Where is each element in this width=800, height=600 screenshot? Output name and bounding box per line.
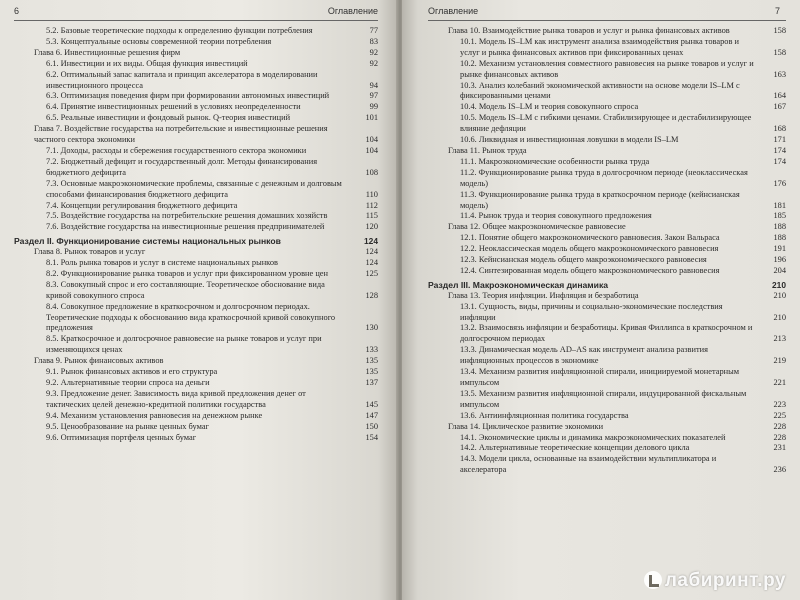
toc-subsection [428, 433, 786, 444]
toc-subsection [14, 211, 378, 222]
toc-entry-page: 99 [369, 102, 378, 112]
toc-subsection [428, 345, 786, 367]
toc-entry-page: 181 [773, 200, 786, 210]
toc-chapter [14, 247, 378, 258]
toc-entry-page: 236 [773, 465, 786, 475]
toc-chapter [428, 222, 786, 233]
toc-subsection [428, 233, 786, 244]
toc-entry-title: 6.1. Инвестиции и их виды. Общая функция инвестиций [46, 58, 248, 68]
toc-entry-page: 133 [365, 345, 378, 355]
toc-entry-page: 94 [369, 80, 378, 90]
toc-entry-title: 9.1. Рынок финансовых активов и его структура [46, 367, 218, 377]
toc-subsection [14, 222, 378, 233]
toc-entry-page: 210 [773, 312, 786, 322]
toc-entry-page: 112 [365, 200, 378, 210]
toc-chapter [428, 146, 786, 157]
toc-subsection [14, 269, 378, 280]
toc-entry-title: Раздел III. Макроэкономическая динамика [428, 279, 609, 290]
toc-entry-title: 14.3. Модели цикла, основанные на взаимодействии мультипликатора и акселератора [460, 454, 717, 475]
toc-entry-title: 10.5. Модель IS–LM с гибкими ценами. Стабилизирующее и дестабилизирующее влияние дефляции [460, 113, 752, 134]
toc-entry-title: Глава 13. Теория инфляции. Инфляция и безработица [448, 290, 639, 300]
toc-entry-title: 7.4. Концепции регулирования бюджетного дефицита [46, 200, 238, 210]
toc-entry-page: 101 [365, 113, 378, 123]
toc-entry-page: 188 [773, 222, 786, 232]
toc-entry-title: 6.4. Принятие инвестиционных решений в условиях неопределенности [46, 102, 301, 112]
toc-section [428, 280, 786, 291]
toc-entry-title: 12.4. Синтезированная модель общего макроэкономического равновесия [460, 265, 720, 275]
toc-subsection [14, 26, 378, 37]
toc-entry-page: 228 [773, 421, 786, 431]
left-page-header: Оглавление [327, 6, 378, 16]
toc-subsection [14, 378, 378, 389]
labirint-logo-icon [644, 571, 662, 589]
toc-entry-page: 115 [365, 211, 378, 221]
toc-subsection [428, 113, 786, 135]
toc-entry-page: 158 [773, 26, 786, 35]
toc-entry-page: 128 [365, 290, 378, 300]
toc-entry-title: Глава 10. Взаимодействие рынка товаров и услуг и рынка финансовых активов [448, 26, 730, 35]
toc-section [14, 236, 378, 247]
toc-entry-page: 225 [773, 410, 786, 420]
toc-subsection [14, 37, 378, 48]
toc-entry-page: 137 [365, 378, 378, 387]
toc-subsection [428, 266, 786, 277]
toc-entry-title: 7.3. Основные макроэкономические проблемы, связанные с денежным и долговым способами финансирования бюджетного дефицита [46, 178, 342, 199]
toc-entry-page: 174 [773, 156, 786, 166]
toc-entry-title: Глава 8. Рынок товаров и услуг [34, 247, 146, 257]
toc-entry-page: 77 [369, 26, 378, 35]
toc-entry-title: 10.6. Ликвидная и инвестиционная ловушки в модели IS–LM [460, 135, 679, 145]
left-toc [14, 26, 378, 443]
toc-entry-title: 14.1. Экономические циклы и динамика макроэкономических показателей [460, 432, 726, 442]
toc-entry-title: 6.2. Оптимальный запас капитала и принцип акселератора в моделировании инвестиционного процесса [46, 69, 318, 90]
toc-subsection [14, 91, 378, 102]
toc-chapter [14, 48, 378, 59]
toc-entry-page: 92 [369, 58, 378, 68]
toc-entry-page: 223 [773, 399, 786, 409]
toc-subsection [428, 411, 786, 422]
toc-subsection [428, 81, 786, 103]
toc-entry-page: 150 [365, 421, 378, 431]
toc-entry-title: 9.5. Ценообразование на рынке ценных бумаг [46, 421, 209, 431]
watermark-text: лабиринт.ру [664, 570, 786, 591]
toc-entry-title: 5.3. Концептуальные основы современной теории потребления [46, 36, 272, 46]
toc-subsection [14, 146, 378, 157]
toc-chapter [428, 422, 786, 433]
toc-entry-page: 125 [365, 268, 378, 278]
toc-entry-title: 10.3. Анализ колебаний экономической активности на основе модели IS–LM с фиксированными ценами [460, 80, 740, 101]
toc-subsection [428, 211, 786, 222]
right-header-rule [428, 20, 786, 21]
toc-subsection [428, 135, 786, 146]
toc-subsection [14, 411, 378, 422]
toc-entry-title: 9.2. Альтернативные теории спроса на деньги [46, 378, 210, 387]
toc-entry-page: 97 [369, 91, 378, 101]
toc-entry-page: 176 [773, 178, 786, 188]
toc-chapter [14, 124, 378, 146]
toc-entry-title: 13.6. Антиинфляционная политика государства [460, 410, 629, 420]
toc-entry-page: 83 [369, 36, 378, 46]
toc-entry-page: 221 [773, 378, 786, 387]
toc-entry-title: 5.2. Базовые теоретические подходы к определению функции потребления [46, 26, 313, 35]
toc-entry-title: 13.1. Сущность, виды, причины и социально-экономические последствия инфляции [460, 301, 723, 322]
toc-entry-title: 8.5. Краткосрочное и долгосрочное равновесие на рынке товаров и услуг при изменяющихся ценах [46, 334, 322, 355]
toc-subsection [14, 102, 378, 113]
toc-entry-title: 9.3. Предложение денег. Зависимость вида кривой предложения денег от тактических целей денежно-кредитной политики государства [46, 388, 306, 409]
toc-subsection [14, 334, 378, 356]
watermark [644, 570, 786, 592]
toc-entry-page: 228 [773, 432, 786, 442]
toc-entry-title: 13.2. Взаимосвязь инфляции и безработицы. Кривая Филлипса в краткосрочном и долгосрочном периодах [460, 323, 753, 344]
toc-subsection [14, 157, 378, 179]
toc-entry-page: 167 [773, 102, 786, 112]
toc-entry-title: Глава 14. Циклическое развитие экономики [448, 421, 604, 431]
toc-entry-title: 14.2. Альтернативные теоретические концепции делового цикла [460, 443, 690, 453]
toc-chapter [428, 26, 786, 37]
toc-entry-title: 6.3. Оптимизация поведения фирм при формировании автономных инвестиций [46, 91, 330, 101]
toc-entry-page: 171 [773, 135, 786, 145]
right-page [402, 0, 800, 600]
toc-entry-page: 130 [365, 323, 378, 333]
toc-entry-title: Глава 7. Воздействие государства на потребительские и инвестиционные решения частного сектора экономики [34, 124, 328, 145]
left-header-rule [14, 20, 378, 21]
toc-subsection [14, 433, 378, 444]
toc-subsection [14, 389, 378, 411]
toc-entry-page: 188 [773, 233, 786, 243]
toc-subsection [428, 157, 786, 168]
toc-subsection [428, 443, 786, 454]
toc-subsection [428, 323, 786, 345]
toc-entry-page: 124 [365, 247, 378, 257]
toc-entry-page: 135 [365, 367, 378, 377]
toc-chapter [14, 356, 378, 367]
toc-entry-page: 210 [773, 290, 786, 300]
toc-subsection [428, 367, 786, 389]
toc-subsection [14, 422, 378, 433]
toc-entry-page: 213 [773, 334, 786, 344]
toc-entry-title: 12.2. Неоклассическая модель общего макроэкономического равновесия [460, 244, 719, 254]
right-page-number: 7 [774, 6, 780, 16]
toc-chapter [428, 291, 786, 302]
toc-subsection [14, 113, 378, 124]
toc-entry-page: 185 [773, 211, 786, 221]
toc-entry-page: 231 [773, 443, 786, 453]
toc-entry-page: 164 [773, 91, 786, 101]
toc-subsection [428, 389, 786, 411]
toc-entry-title: Глава 11. Рынок труда [448, 145, 527, 155]
toc-entry-page: 124 [365, 258, 378, 268]
toc-subsection [14, 280, 378, 302]
toc-entry-title: 13.3. Динамическая модель AD–AS как инструмент анализа развития инфляционных процессов в экономике [460, 345, 708, 366]
toc-entry-page: 196 [773, 255, 786, 265]
toc-entry-title: 7.2. Бюджетный дефицит и государственный долг. Методы финансирования бюджетного дефицита [46, 156, 318, 177]
toc-entry-page: 163 [773, 69, 786, 79]
right-page-header: Оглавление [428, 6, 479, 16]
toc-entry-title: Глава 12. Общее макроэкономическое равновесие [448, 222, 626, 232]
toc-subsection [14, 59, 378, 70]
toc-entry-title: 11.1. Макроэкономические особенности рынка труда [460, 156, 650, 166]
toc-entry-title: 12.3. Кейнсианская модель общего макроэкономического равновесия [460, 255, 707, 265]
toc-subsection [428, 168, 786, 190]
toc-entry-title: 12.1. Понятие общего макроэкономического равновесия. Закон Вальраса [460, 233, 720, 243]
toc-entry-title: Раздел II. Функционирование системы национальных рынков [14, 236, 281, 247]
toc-subsection [14, 258, 378, 269]
toc-entry-page: 147 [365, 410, 378, 420]
toc-entry-title: 9.4. Механизм установления равновесия на денежном рынке [46, 410, 263, 420]
toc-entry-page: 108 [365, 167, 378, 177]
left-page-number: 6 [14, 6, 20, 16]
toc-subsection [14, 179, 378, 201]
toc-entry-title: 10.1. Модель IS–LM как инструмент анализа взаимодействия рынка товаров и услуг и рынка финансовых активов при фиксированных ценах [460, 36, 740, 57]
toc-entry-page: 110 [365, 189, 378, 199]
toc-subsection [14, 302, 378, 335]
toc-entry-page: 204 [773, 265, 786, 275]
toc-subsection [428, 255, 786, 266]
toc-entry-title: 13.5. Механизм развития инфляционной спирали, индуцированной фискальным импульсом [460, 388, 747, 409]
toc-entry-title: 8.4. Совокупное предложение в краткосрочном и долгосрочном периодах. Теоретические подходы к обоснованию вида краткосрочной кривой совокупного предложения [46, 301, 336, 333]
toc-entry-page: 104 [365, 145, 378, 155]
left-page [0, 0, 398, 600]
right-toc [428, 26, 786, 476]
toc-entry-title: 10.2. Механизм установления совместного равновесия на рынке товаров и услуг и рынке финансовых активов [460, 58, 754, 79]
toc-entry-page: 191 [773, 244, 786, 254]
toc-entry-title: 8.3. Совокупный спрос и его составляющие. Теоретическое обоснование вида кривой совокупного спроса [46, 279, 325, 300]
toc-subsection [14, 70, 378, 92]
toc-entry-title: 6.5. Реальные инвестиции и фондовый рынок. Q-теория инвестиций [46, 113, 291, 123]
toc-subsection [14, 367, 378, 378]
toc-entry-title: 13.4. Механизм развития инфляционной спирали, инициируемой монетарным импульсом [460, 367, 740, 387]
toc-subsection [428, 302, 786, 324]
toc-entry-page: 219 [773, 356, 786, 366]
toc-entry-page: 154 [365, 432, 378, 442]
toc-entry-page: 174 [773, 145, 786, 155]
toc-subsection [14, 201, 378, 212]
toc-entry-page: 145 [365, 399, 378, 409]
toc-entry-page: 124 [364, 236, 378, 247]
toc-entry-title: Глава 6. Инвестиционные решения фирм [34, 47, 181, 57]
toc-entry-page: 120 [365, 222, 378, 232]
toc-entry-title: Глава 9. Рынок финансовых активов [34, 356, 164, 366]
toc-entry-page: 168 [773, 124, 786, 134]
toc-entry-title: 8.1. Роль рынка товаров и услуг в системе национальных рынков [46, 258, 278, 268]
toc-subsection [428, 102, 786, 113]
toc-entry-page: 158 [773, 47, 786, 57]
toc-subsection [428, 190, 786, 212]
toc-entry-page: 104 [365, 135, 378, 145]
toc-entry-title: 7.1. Доходы, расходы и сбережения государственного сектора экономики [46, 145, 307, 155]
toc-entry-title: 7.5. Воздействие государства на потребительские решения домашних хозяйств [46, 211, 328, 221]
toc-subsection [428, 454, 786, 476]
toc-entry-title: 7.6. Воздействие государства на инвестиционные решения предпринимателей [46, 222, 325, 232]
toc-subsection [428, 244, 786, 255]
toc-entry-page: 135 [365, 356, 378, 366]
toc-entry-title: 10.4. Модель IS–LM и теория совокупного спроса [460, 102, 639, 112]
toc-entry-title: 11.2. Функционирование рынка труда в долгосрочном периоде (неоклассическая модель) [460, 167, 748, 188]
toc-subsection [428, 59, 786, 81]
toc-entry-title: 11.4. Рынок труда и теория совокупного предложения [460, 211, 652, 221]
toc-entry-page: 92 [369, 47, 378, 57]
toc-entry-title: 9.6. Оптимизация портфеля ценных бумаг [46, 432, 197, 442]
toc-entry-title: 11.3. Функционирование рынка труда в краткосрочном периоде (кейнсианская модель) [460, 189, 740, 210]
toc-entry-page: 210 [772, 279, 786, 290]
toc-subsection [428, 37, 786, 59]
toc-entry-title: 8.2. Функционирование рынка товаров и услуг при фиксированном уровне цен [46, 268, 329, 278]
